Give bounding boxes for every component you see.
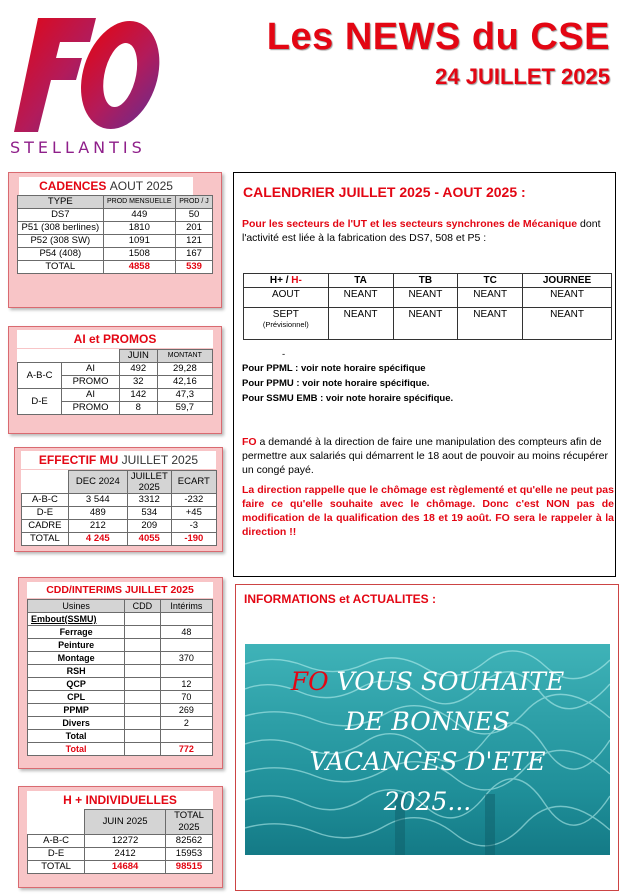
- fo-request-text: FO a demandé à la direction de faire une manipulation des compteurs afin de permettre aux salariés qui démarrent le 18 aout de pouvoir au moins récupérer un congé payé.: [242, 436, 608, 476]
- cadences-title: CADENCES AOUT 2025: [19, 177, 193, 195]
- table-row: QCP 12: [28, 678, 213, 691]
- col-header: TB: [393, 274, 458, 288]
- col-header: PROD / J: [176, 196, 213, 209]
- table-row: A-B-C 3 544 3312 -232: [22, 494, 217, 507]
- table-row: D-E AI 142 47,3: [18, 389, 213, 402]
- vacation-wish-line2: DE BONNES: [345, 707, 510, 736]
- col-header: Usines: [28, 600, 125, 613]
- calendar-panel: [233, 172, 616, 577]
- table-row: Divers 2: [28, 717, 213, 730]
- vacation-wish-line3: VACANCES D'ETE: [309, 747, 546, 776]
- table-row: SEPT (Prévisionnel) NEANT NEANT NEANT NEANT: [244, 308, 612, 340]
- table-row: PPMP 269: [28, 704, 213, 717]
- col-header: ECART: [171, 471, 216, 494]
- col-header: PROD MENSUELLE: [103, 196, 175, 209]
- h-plus-panel: [18, 786, 223, 888]
- col-header: JUILLET 2025: [127, 471, 171, 494]
- total-row: TOTAL 4 245 4055 -190: [22, 533, 217, 546]
- page-date: 24 JUILLET 2025: [435, 64, 610, 89]
- informations-title: INFORMATIONS et ACTUALITES :: [244, 592, 436, 606]
- effectif-panel: [14, 447, 223, 552]
- ai-promos-panel: [8, 326, 222, 434]
- fo-logo: [8, 8, 178, 158]
- table-row: AOUT NEANT NEANT NEANT NEANT: [244, 288, 612, 308]
- vacation-wish-line4: 2025...: [383, 787, 472, 816]
- ai-promos-title: AI et PROMOS: [17, 330, 213, 348]
- table-row: A-B-C AI 492 29,28: [18, 363, 213, 376]
- cadences-panel: [8, 172, 222, 308]
- ai-promos-table: [17, 349, 213, 415]
- table-row: Peinture: [28, 639, 213, 652]
- table-row: PROMO 32 42,16: [18, 376, 213, 389]
- table-row: D-E 2412 15953: [28, 848, 213, 861]
- effectif-title: EFFECTIF MU JUILLET 2025: [21, 451, 216, 469]
- cdd-interims-title: CDD/INTERIMS JUILLET 2025: [27, 582, 213, 598]
- table-row: Montage 370: [28, 652, 213, 665]
- col-header: TA: [328, 274, 393, 288]
- table-row: A-B-C 12272 82562: [28, 835, 213, 848]
- h-plus-table: [27, 809, 213, 874]
- col-header: TYPE: [18, 196, 104, 209]
- cdd-interims-panel: [18, 577, 223, 769]
- col-header: TOTAL 2025: [166, 810, 213, 835]
- vacation-wish-line1: FO VOUS SOUHAITE: [290, 667, 565, 696]
- table-row: P54 (408) 1508 167: [18, 248, 213, 261]
- cdd-interims-table: [27, 599, 213, 756]
- total-row: Total 772: [28, 743, 213, 756]
- table-row: CPL 70: [28, 691, 213, 704]
- total-row: TOTAL 4858 539: [18, 261, 213, 274]
- calendar-table: [243, 273, 612, 340]
- col-header: TC: [458, 274, 523, 288]
- table-row: RSH: [28, 665, 213, 678]
- calendar-title: CALENDRIER JUILLET 2025 - AOUT 2025 :: [243, 184, 526, 200]
- effectif-table: [21, 470, 217, 546]
- table-row: DS7 449 50: [18, 209, 213, 222]
- col-header: Intérims: [160, 600, 212, 613]
- col-header: JOURNEE: [523, 274, 612, 288]
- h-plus-title: H + INDIVIDUELLES: [27, 791, 213, 809]
- table-row: P51 (308 berlines) 1810 201: [18, 222, 213, 235]
- table-row: Embout(SSMU): [28, 613, 213, 626]
- col-header: JUIN 2025: [85, 810, 166, 835]
- col-header: CDD: [125, 600, 161, 613]
- col-header: H+ / H-: [244, 274, 329, 288]
- table-row: D-E 489 534 +45: [22, 507, 217, 520]
- col-header: JUIN: [119, 350, 157, 363]
- table-row: Ferrage 48: [28, 626, 213, 639]
- informations-panel: [235, 584, 619, 891]
- col-header: DEC 2024: [68, 471, 127, 494]
- stellantis-wordmark: STELLANTIS: [10, 138, 146, 157]
- table-row: P52 (308 SW) 1091 121: [18, 235, 213, 248]
- cadences-table: [17, 195, 213, 274]
- note-ppmu: Pour PPMU : voir note horaire spécifique.: [242, 378, 430, 389]
- table-row: PROMO 8 59,7: [18, 402, 213, 415]
- direction-response-text: La direction rappelle que le chômage est règlementé et qu'elle ne peut pas faire ce qu'elle souhaite avec le chômage. Donc c'est NON pas de modification de la qualification des 18 et 19 août. FO sera le rappeler à la direction !!: [242, 484, 614, 538]
- vacation-image: [245, 644, 610, 855]
- col-header: MONTANT: [157, 350, 212, 363]
- calendar-intro: Pour les secteurs de l'UT et les secteurs synchrones de Mécanique dont l'activité est liée à la fabrication des DS7, 508 et P5 :: [242, 218, 601, 244]
- page-title: Les NEWS du CSE: [266, 16, 610, 58]
- table-row: Total: [28, 730, 213, 743]
- table-row: CADRE 212 209 -3: [22, 520, 217, 533]
- note-ppml: Pour PPML : voir note horaire spécifique: [242, 363, 426, 374]
- note-ssmu: Pour SSMU EMB : voir note horaire spécifique.: [242, 393, 454, 404]
- dash: -: [282, 349, 286, 360]
- total-row: TOTAL 14684 98515: [28, 861, 213, 874]
